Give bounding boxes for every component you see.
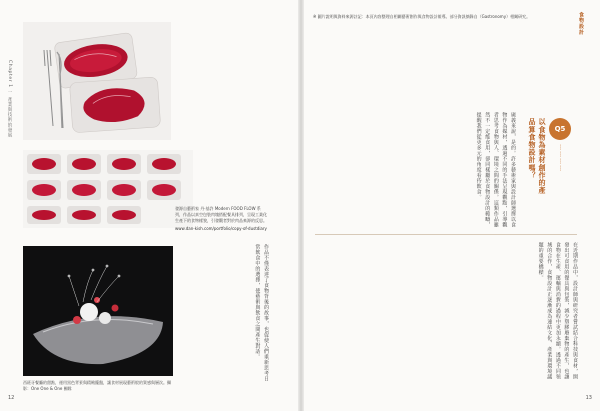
dessert-caption: 西班牙餐廳的甜點，運用黑色背景與精緻擺盤，讓食材展現藝術般的質感與層次。攝影：One One & One 團隊 <box>23 380 171 391</box>
answer-text: 廣義來說，是的。許多藝術家與設計師選擇以食物作為媒材，透過不同的手法呈現觀點，引導觀者思考食物與人、環境之間的關係。這類作品雖然不一定能食用，卻同樣屬於食物設計的範疇，提醒我們從更多元的角度看待飲食。 <box>475 112 516 228</box>
grid-caption-text: 發源自藝術家 丹‧基許 Modern FOOD FLOW 系列，作品以真空包裝肉塊搭配餐具排列，呈現工業化生產下的食物樣貌，引發觀者對於肉品來源的反思。 <box>175 206 267 223</box>
section-divider <box>315 234 577 235</box>
right-page <box>303 0 600 411</box>
question-badge: Q5 <box>549 118 571 140</box>
meat-packs-grid <box>23 150 193 228</box>
dessert-illustration <box>23 246 173 376</box>
right-body-text: 在近期作品中，設計師與研究者嘗試結合科技與食材，開發出可食用的餐具與包裝，減少塑膠廢棄物的產生，也讓食物在生產、運輸與消費的過程中更加永續。透過不同領域的合作，食物設計正逐漸成為連結文化、產業與環境議題的重要橋樑。 <box>537 242 578 380</box>
grid-credit-link[interactable]: www.dan-kish.com/portfolio/copy-of-dustdiary <box>175 226 267 231</box>
meat-grid-illustration <box>23 150 193 228</box>
left-body-text: 作品不僅表達了食物背後的故事，也促使人們重新思考日常飲食中的選擇，使藝術與飲食之間產生對話。 <box>254 244 269 382</box>
left-page <box>0 0 299 411</box>
right-running-head: 食物設計 <box>578 12 584 36</box>
packaged-meat-illustration <box>23 22 171 140</box>
right-page-number: 13 <box>585 395 592 401</box>
grid-caption <box>175 206 267 232</box>
left-running-head: Chapter 1 一 產業與技術的發展 <box>7 60 12 138</box>
footnote: ※ 圖片說明與資料來源註記：本頁內容整理自相關藝術創作與食物設計報導。部分資訊摘錄自（Gastronomy）相關研究。 <box>313 14 531 19</box>
dessert-photo <box>23 246 173 376</box>
packaged-meat-photo <box>23 22 171 140</box>
question-title: 以食物為素材創作的產品算食物設計嗎？ <box>528 118 546 194</box>
left-page-number: 12 <box>8 395 15 401</box>
question-dots: ………… <box>558 144 565 172</box>
